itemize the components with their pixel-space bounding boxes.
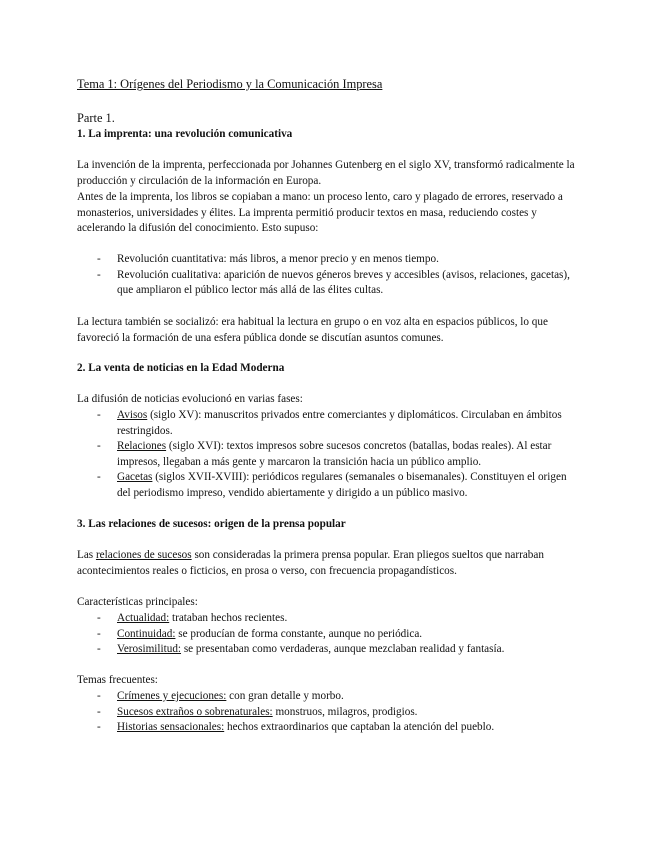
section-2-list	[77, 408, 577, 502]
list-item: - Revolución cuantitativa: más libros, a menor precio y en menos tiempo.	[77, 252, 577, 268]
term: Actualidad:	[117, 612, 170, 624]
section-1-paragraph-3: La lectura también se socializó: era habitual la lectura en grupo o en voz alta en espacios públicos, lo que favoreció la formación de una esfera pública donde se discutían asuntos comunes.	[77, 316, 548, 344]
section-2-heading: 2. La venta de noticias en la Edad Moderna	[77, 362, 285, 374]
term: Relaciones	[117, 440, 167, 453]
list-item: - Historias sensacionales: hechos extraordinarios que captaban la atención del pueblo.	[77, 720, 577, 736]
list-item: - Avisos (siglo XV): manuscritos privados entre comerciantes y diplomáticos. Circulaban en ámbitos restringidos.	[97, 409, 562, 437]
term: relaciones de sucesos	[95, 549, 192, 561]
section-1-paragraph-1: La invención de la imprenta, perfeccionada por Johannes Gutenberg en el siglo XV, transformó radicalmente la producción y circulación de la información en Europa.	[77, 159, 575, 187]
list-item: - Gacetas (siglos XVII-XVIII): periódicos regulares (semanales o bisemanales). Constituyen el origen del periodismo impreso, vendido abiertamente y dirigido a un público masivo.	[97, 471, 567, 499]
term: Gacetas	[117, 471, 153, 484]
term: Crímenes y ejecuciones:	[117, 690, 227, 702]
term: Continuidad:	[117, 627, 176, 640]
bullet-dash: -	[97, 612, 101, 624]
section-3-heading: 3. Las relaciones de sucesos: origen de la prensa popular	[77, 518, 346, 530]
bullet-dash: -	[97, 643, 101, 656]
bullet-dash: -	[97, 690, 101, 702]
list-item: - Verosimilitud: se presentaban como verdaderas, aunque mezclaban realidad y fantasía.	[77, 642, 577, 658]
bullet-dash: -	[97, 268, 101, 281]
list-item: - Revolución cualitativa: aparición de nuevos géneros breves y accesibles (avisos, relaciones, gacetas), que ampliaron el público lector más allá de las élites cultas.	[97, 268, 570, 297]
bullet-dash: -	[97, 627, 101, 640]
bullet-dash: -	[97, 705, 101, 718]
section-1-paragraph-2: Antes de la imprenta, los libros se copiaban a mano: un proceso lento, caro y plagado de errores, reservado a monasterios, universidades y élites. La imprenta permitió producir textos en masa, reduciendo costes y acelerando la difusión del conocimiento. Esto supuso:	[77, 191, 563, 235]
bullet-dash: -	[97, 409, 101, 421]
section-3-paragraph-1: Las relaciones de sucesos son consideradas la primera prensa popular. Eran pliegos sueltos que narraban acontecimientos reales o ficticios, en prosa o verso, con frecuencia propagandísticos.	[77, 549, 544, 577]
list-item: - Actualidad: trataban hechos recientes.	[77, 611, 577, 627]
document-title: Tema 1: Orígenes del Periodismo y la Comunicación Impresa	[77, 77, 383, 91]
part-label: Parte 1.	[77, 111, 115, 125]
bullet-dash: -	[97, 253, 101, 265]
list-item: - Sucesos extraños o sobrenaturales: monstruos, milagros, prodigios.	[77, 705, 577, 721]
term: Verosimilitud:	[117, 643, 182, 656]
list-item: - Continuidad: se producían de forma constante, aunque no periódica.	[77, 627, 577, 643]
list-item: - Relaciones (siglo XVI): textos impresos sobre sucesos concretos (batallas, bodas reales). Al estar impresos, llegaban a más gente y marcaron la transición hacia un público amplio.	[97, 440, 552, 468]
term: Sucesos extraños o sobrenaturales:	[117, 705, 273, 718]
term: Avisos	[117, 409, 148, 421]
themes-list	[77, 689, 577, 736]
section-1-heading: 1. La imprenta: una revolución comunicativa	[77, 128, 293, 140]
bullet-dash: -	[97, 721, 101, 734]
themes-label: Temas frecuentes:	[77, 674, 158, 686]
term: Historias sensacionales:	[117, 721, 225, 734]
section-2-intro: La difusión de noticias evolucionó en varias fases:	[77, 393, 303, 405]
list-item: - Crímenes y ejecuciones: con gran detalle y morbo.	[77, 689, 577, 705]
bullet-dash: -	[97, 471, 101, 484]
characteristics-list	[77, 611, 577, 658]
section-1-list	[77, 252, 577, 299]
characteristics-label: Características principales:	[77, 596, 198, 608]
bullet-dash: -	[97, 440, 101, 453]
